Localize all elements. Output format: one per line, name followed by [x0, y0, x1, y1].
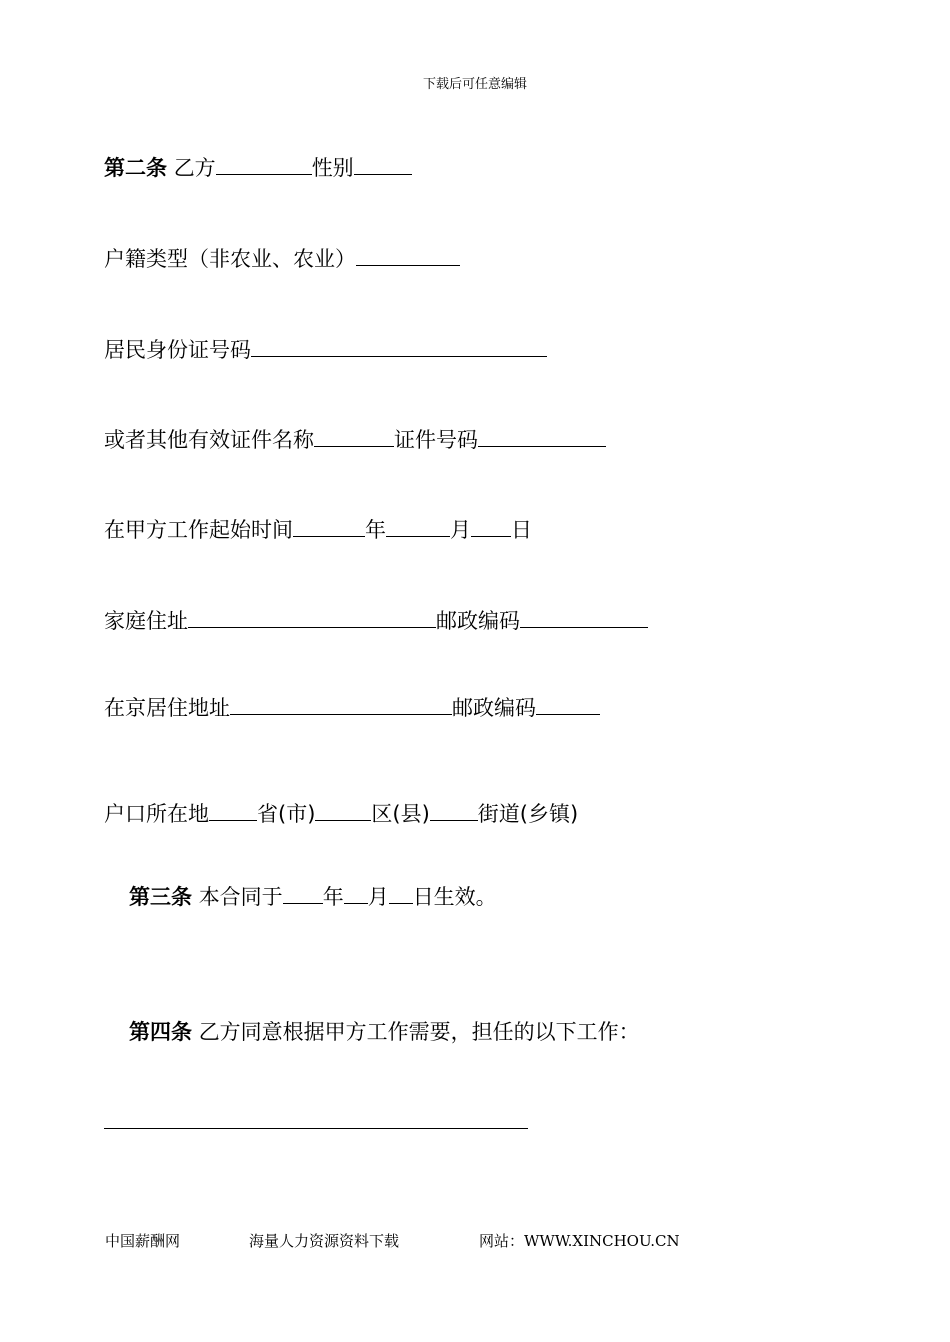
page-header: 下载后可任意编辑 — [422, 77, 527, 92]
start-day-blank[interactable] — [471, 514, 511, 537]
effective-month-label: 月 — [367, 885, 389, 909]
hukou-type-blank[interactable] — [356, 243, 460, 266]
home-address-blank[interactable] — [188, 605, 436, 628]
province-label: 省(市) — [257, 802, 316, 826]
start-day-label: 日 — [511, 518, 532, 542]
start-time-line — [104, 514, 532, 544]
article4-heading: 第四条 — [129, 1020, 192, 1044]
start-time-label: 在甲方工作起始时间 — [104, 518, 293, 542]
beijing-address-line — [104, 692, 600, 722]
start-month-label: 月 — [450, 518, 471, 542]
gender-label: 性别 — [311, 156, 354, 180]
footer-site-name: 中国薪酬网 — [105, 1232, 181, 1250]
postal-code-2-label: 邮政编码 — [452, 696, 536, 720]
id-number-label: 居民身份证号码 — [104, 338, 251, 362]
effective-year-blank[interactable] — [283, 881, 323, 904]
party-b-name-blank[interactable] — [216, 152, 312, 175]
hukou-location-label: 户口所在地 — [104, 802, 209, 826]
article3-heading: 第三条 — [129, 885, 192, 909]
article3-text-pre: 本合同于 — [198, 885, 283, 909]
hukou-location-line — [104, 798, 578, 828]
effective-day-blank[interactable] — [389, 881, 413, 904]
beijing-address-blank[interactable] — [230, 692, 452, 715]
effective-year-label: 年 — [322, 885, 344, 909]
other-id-name-blank[interactable] — [314, 424, 394, 447]
postal-code-1-blank[interactable] — [520, 605, 648, 628]
effective-day-label: 日生效。 — [412, 885, 497, 909]
hukou-type-label: 户籍类型（非农业、农业） — [104, 247, 356, 271]
street-label: 街道(乡镇) — [477, 802, 579, 826]
article4-line — [129, 1018, 640, 1046]
party-b-label: 乙方 — [173, 156, 216, 180]
province-blank[interactable] — [209, 798, 257, 821]
home-address-line — [104, 605, 648, 635]
street-blank[interactable] — [430, 798, 478, 821]
job-description-blank[interactable] — [104, 1128, 528, 1129]
other-id-line — [104, 424, 606, 454]
article4-text: 乙方同意根据甲方工作需要，担任的以下工作： — [198, 1020, 640, 1044]
footer-website: 网站：WWW.XINCHOU.CN — [479, 1232, 680, 1250]
hukou-type-line — [104, 243, 460, 273]
other-id-number-label: 证件号码 — [394, 428, 478, 452]
postal-code-1-label: 邮政编码 — [436, 609, 520, 633]
beijing-address-label: 在京居住地址 — [104, 696, 230, 720]
home-address-label: 家庭住址 — [104, 609, 188, 633]
effective-month-blank[interactable] — [344, 881, 368, 904]
other-id-number-blank[interactable] — [478, 424, 606, 447]
id-number-blank[interactable] — [251, 334, 547, 357]
id-number-line — [104, 334, 547, 364]
article2-party-line — [104, 152, 412, 182]
footer-slogan: 海量人力资源资料下载 — [249, 1232, 400, 1250]
district-blank[interactable] — [315, 798, 371, 821]
start-year-label: 年 — [365, 518, 386, 542]
postal-code-2-blank[interactable] — [536, 692, 600, 715]
article3-line — [129, 881, 497, 911]
other-id-name-label: 或者其他有效证件名称 — [104, 428, 314, 452]
article2-heading: 第二条 — [104, 156, 167, 180]
start-year-blank[interactable] — [293, 514, 365, 537]
start-month-blank[interactable] — [386, 514, 450, 537]
district-label: 区(县) — [371, 802, 430, 826]
gender-blank[interactable] — [354, 152, 412, 175]
